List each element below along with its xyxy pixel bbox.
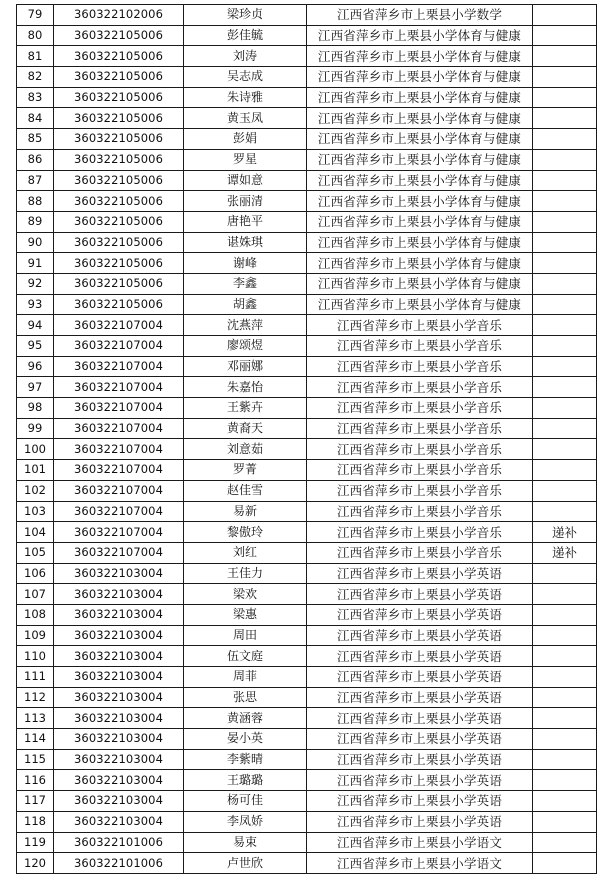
- row-number-cell: 110: [17, 646, 54, 667]
- remark-cell: [533, 294, 597, 315]
- position-code-cell: 360322103004: [54, 687, 184, 708]
- candidate-name-cell: 张思: [184, 687, 307, 708]
- table-row: [17, 604, 597, 625]
- position-title-cell: 江西省萍乡市上栗县小学音乐: [307, 377, 533, 398]
- candidate-name-cell: 沈燕萍: [184, 315, 307, 336]
- table-row: [17, 791, 597, 812]
- position-code-cell: 360322107004: [54, 501, 184, 522]
- row-number-cell: 85: [17, 129, 54, 150]
- row-number-cell: 99: [17, 418, 54, 439]
- row-number-cell: 100: [17, 439, 54, 460]
- table-row: [17, 418, 597, 439]
- position-title-cell: 江西省萍乡市上栗县小学英语: [307, 687, 533, 708]
- position-code-cell: 360322107004: [54, 356, 184, 377]
- candidate-name-cell: 李凤娇: [184, 811, 307, 832]
- row-number-cell: 103: [17, 501, 54, 522]
- position-title-cell: 江西省萍乡市上栗县小学音乐: [307, 480, 533, 501]
- position-title-cell: 江西省萍乡市上栗县小学体育与健康: [307, 273, 533, 294]
- table-row: [17, 563, 597, 584]
- position-title-cell: 江西省萍乡市上栗县小学英语: [307, 749, 533, 770]
- position-code-cell: 360322105006: [54, 25, 184, 46]
- table-row: [17, 460, 597, 481]
- position-code-cell: 360322105006: [54, 253, 184, 274]
- remark-cell: [533, 811, 597, 832]
- position-title-cell: 江西省萍乡市上栗县小学音乐: [307, 439, 533, 460]
- position-title-cell: 江西省萍乡市上栗县小学音乐: [307, 398, 533, 419]
- remark-cell: [533, 729, 597, 750]
- table-row: [17, 67, 597, 88]
- position-title-cell: 江西省萍乡市上栗县小学英语: [307, 563, 533, 584]
- candidate-name-cell: 王紫卉: [184, 398, 307, 419]
- candidate-name-cell: 廖颂煜: [184, 336, 307, 357]
- position-code-cell: 360322103004: [54, 770, 184, 791]
- candidate-name-cell: 黎傲玲: [184, 522, 307, 543]
- position-code-cell: 360322105006: [54, 149, 184, 170]
- candidate-name-cell: 谌姝琪: [184, 232, 307, 253]
- table-row: [17, 232, 597, 253]
- table-row: [17, 294, 597, 315]
- table-row: [17, 336, 597, 357]
- remark-cell: [533, 501, 597, 522]
- position-title-cell: 江西省萍乡市上栗县小学英语: [307, 729, 533, 750]
- position-code-cell: 360322103004: [54, 646, 184, 667]
- position-title-cell: 江西省萍乡市上栗县小学音乐: [307, 315, 533, 336]
- position-code-cell: 360322103004: [54, 563, 184, 584]
- candidate-name-cell: 吴志成: [184, 67, 307, 88]
- position-title-cell: 江西省萍乡市上栗县小学音乐: [307, 522, 533, 543]
- table-row: [17, 832, 597, 853]
- row-number-cell: 102: [17, 480, 54, 501]
- row-number-cell: 89: [17, 211, 54, 232]
- row-number-cell: 92: [17, 273, 54, 294]
- remark-cell: [533, 563, 597, 584]
- position-title-cell: 江西省萍乡市上栗县小学体育与健康: [307, 294, 533, 315]
- candidate-name-cell: 伍文庭: [184, 646, 307, 667]
- row-number-cell: 105: [17, 542, 54, 563]
- table-row: [17, 253, 597, 274]
- position-code-cell: 360322105006: [54, 108, 184, 129]
- remark-cell: [533, 356, 597, 377]
- row-number-cell: 94: [17, 315, 54, 336]
- table-row: [17, 87, 597, 108]
- position-code-cell: 360322103004: [54, 791, 184, 812]
- remark-cell: [533, 232, 597, 253]
- candidate-name-cell: 彭娟: [184, 129, 307, 150]
- table-row: [17, 377, 597, 398]
- table-row: [17, 584, 597, 605]
- candidate-name-cell: 邓丽娜: [184, 356, 307, 377]
- position-title-cell: 江西省萍乡市上栗县小学语文: [307, 832, 533, 853]
- table-row: [17, 708, 597, 729]
- candidate-name-cell: 朱诗雅: [184, 87, 307, 108]
- row-number-cell: 111: [17, 667, 54, 688]
- position-code-cell: 360322103004: [54, 708, 184, 729]
- remark-cell: [533, 149, 597, 170]
- table-row: [17, 625, 597, 646]
- row-number-cell: 117: [17, 791, 54, 812]
- position-title-cell: 江西省萍乡市上栗县小学英语: [307, 791, 533, 812]
- position-code-cell: 360322107004: [54, 377, 184, 398]
- position-title-cell: 江西省萍乡市上栗县小学体育与健康: [307, 211, 533, 232]
- row-number-cell: 97: [17, 377, 54, 398]
- position-title-cell: 江西省萍乡市上栗县小学英语: [307, 625, 533, 646]
- candidate-name-cell: 刘涛: [184, 46, 307, 67]
- candidate-name-cell: 朱嘉怡: [184, 377, 307, 398]
- candidate-name-cell: 易束: [184, 832, 307, 853]
- position-title-cell: 江西省萍乡市上栗县小学体育与健康: [307, 191, 533, 212]
- position-title-cell: 江西省萍乡市上栗县小学英语: [307, 584, 533, 605]
- table-row: [17, 646, 597, 667]
- remark-cell: [533, 67, 597, 88]
- remark-cell: [533, 791, 597, 812]
- row-number-cell: 119: [17, 832, 54, 853]
- remark-cell: [533, 460, 597, 481]
- row-number-cell: 79: [17, 5, 54, 26]
- remark-cell: [533, 377, 597, 398]
- table-row: [17, 273, 597, 294]
- remark-cell: [533, 129, 597, 150]
- position-title-cell: 江西省萍乡市上栗县小学体育与健康: [307, 232, 533, 253]
- remark-cell: [533, 5, 597, 26]
- remark-cell: [533, 708, 597, 729]
- table-row: [17, 439, 597, 460]
- position-title-cell: 江西省萍乡市上栗县小学体育与健康: [307, 149, 533, 170]
- position-title-cell: 江西省萍乡市上栗县小学英语: [307, 667, 533, 688]
- position-code-cell: 360322105006: [54, 67, 184, 88]
- table-row: [17, 853, 597, 874]
- table-row: [17, 542, 597, 563]
- candidate-name-cell: 王璐璐: [184, 770, 307, 791]
- row-number-cell: 98: [17, 398, 54, 419]
- position-code-cell: 360322105006: [54, 87, 184, 108]
- row-number-cell: 108: [17, 604, 54, 625]
- table-row: [17, 811, 597, 832]
- position-code-cell: 360322102006: [54, 5, 184, 26]
- position-code-cell: 360322103004: [54, 604, 184, 625]
- roster-table-body: [17, 5, 597, 874]
- remark-cell: [533, 191, 597, 212]
- remark-cell: [533, 418, 597, 439]
- position-code-cell: 360322105006: [54, 232, 184, 253]
- row-number-cell: 82: [17, 67, 54, 88]
- position-title-cell: 江西省萍乡市上栗县小学语文: [307, 853, 533, 874]
- candidate-name-cell: 胡鑫: [184, 294, 307, 315]
- remark-cell: [533, 439, 597, 460]
- row-number-cell: 107: [17, 584, 54, 605]
- position-code-cell: 360322107004: [54, 418, 184, 439]
- position-code-cell: 360322105006: [54, 46, 184, 67]
- remark-cell: [533, 625, 597, 646]
- remark-cell: [533, 584, 597, 605]
- candidate-name-cell: 易新: [184, 501, 307, 522]
- position-code-cell: 360322107004: [54, 542, 184, 563]
- remark-cell: [533, 87, 597, 108]
- position-code-cell: 360322103004: [54, 584, 184, 605]
- row-number-cell: 95: [17, 336, 54, 357]
- position-title-cell: 江西省萍乡市上栗县小学英语: [307, 770, 533, 791]
- table-row: [17, 729, 597, 750]
- row-number-cell: 113: [17, 708, 54, 729]
- position-code-cell: 360322107004: [54, 480, 184, 501]
- position-title-cell: 江西省萍乡市上栗县小学数学: [307, 5, 533, 26]
- position-code-cell: 360322105006: [54, 273, 184, 294]
- table-row: [17, 522, 597, 543]
- table-row: [17, 315, 597, 336]
- candidate-name-cell: 罗菁: [184, 460, 307, 481]
- row-number-cell: 91: [17, 253, 54, 274]
- table-row: [17, 108, 597, 129]
- remark-cell: [533, 273, 597, 294]
- table-row: [17, 25, 597, 46]
- row-number-cell: 104: [17, 522, 54, 543]
- remark-cell: [533, 749, 597, 770]
- position-code-cell: 360322103004: [54, 625, 184, 646]
- table-row: [17, 501, 597, 522]
- candidate-name-cell: 谢峰: [184, 253, 307, 274]
- position-code-cell: 360322107004: [54, 439, 184, 460]
- remark-cell: 递补: [533, 542, 597, 563]
- table-row: [17, 46, 597, 67]
- position-title-cell: 江西省萍乡市上栗县小学体育与健康: [307, 87, 533, 108]
- row-number-cell: 86: [17, 149, 54, 170]
- position-title-cell: 江西省萍乡市上栗县小学音乐: [307, 336, 533, 357]
- row-number-cell: 87: [17, 170, 54, 191]
- position-code-cell: 360322107004: [54, 398, 184, 419]
- remark-cell: [533, 646, 597, 667]
- position-code-cell: 360322101006: [54, 832, 184, 853]
- table-row: [17, 398, 597, 419]
- row-number-cell: 96: [17, 356, 54, 377]
- remark-cell: [533, 211, 597, 232]
- position-code-cell: 360322103004: [54, 749, 184, 770]
- position-title-cell: 江西省萍乡市上栗县小学英语: [307, 604, 533, 625]
- candidate-name-cell: 杨可佳: [184, 791, 307, 812]
- position-title-cell: 江西省萍乡市上栗县小学体育与健康: [307, 253, 533, 274]
- row-number-cell: 112: [17, 687, 54, 708]
- row-number-cell: 120: [17, 853, 54, 874]
- remark-cell: [533, 336, 597, 357]
- table-row: [17, 5, 597, 26]
- row-number-cell: 115: [17, 749, 54, 770]
- position-title-cell: 江西省萍乡市上栗县小学体育与健康: [307, 25, 533, 46]
- remark-cell: 递补: [533, 522, 597, 543]
- candidate-name-cell: 刘红: [184, 542, 307, 563]
- table-row: [17, 356, 597, 377]
- remark-cell: [533, 853, 597, 874]
- position-code-cell: 360322107004: [54, 315, 184, 336]
- candidate-name-cell: 刘意茹: [184, 439, 307, 460]
- table-row: [17, 687, 597, 708]
- remark-cell: [533, 667, 597, 688]
- position-title-cell: 江西省萍乡市上栗县小学音乐: [307, 356, 533, 377]
- candidate-name-cell: 李鑫: [184, 273, 307, 294]
- candidate-name-cell: 赵佳雪: [184, 480, 307, 501]
- position-code-cell: 360322105006: [54, 211, 184, 232]
- position-code-cell: 360322103004: [54, 811, 184, 832]
- remark-cell: [533, 480, 597, 501]
- position-code-cell: 360322105006: [54, 170, 184, 191]
- remark-cell: [533, 604, 597, 625]
- table-row: [17, 667, 597, 688]
- roster-table: [16, 4, 597, 874]
- position-code-cell: 360322103004: [54, 729, 184, 750]
- table-row: [17, 149, 597, 170]
- position-title-cell: 江西省萍乡市上栗县小学体育与健康: [307, 108, 533, 129]
- candidate-name-cell: 梁惠: [184, 604, 307, 625]
- candidate-name-cell: 罗星: [184, 149, 307, 170]
- remark-cell: [533, 770, 597, 791]
- row-number-cell: 84: [17, 108, 54, 129]
- position-title-cell: 江西省萍乡市上栗县小学体育与健康: [307, 170, 533, 191]
- candidate-name-cell: 周菲: [184, 667, 307, 688]
- row-number-cell: 116: [17, 770, 54, 791]
- remark-cell: [533, 253, 597, 274]
- row-number-cell: 80: [17, 25, 54, 46]
- candidate-name-cell: 梁欢: [184, 584, 307, 605]
- row-number-cell: 109: [17, 625, 54, 646]
- remark-cell: [533, 108, 597, 129]
- position-code-cell: 360322101006: [54, 853, 184, 874]
- row-number-cell: 101: [17, 460, 54, 481]
- remark-cell: [533, 398, 597, 419]
- position-title-cell: 江西省萍乡市上栗县小学体育与健康: [307, 67, 533, 88]
- candidate-name-cell: 唐艳平: [184, 211, 307, 232]
- position-code-cell: 360322105006: [54, 191, 184, 212]
- row-number-cell: 81: [17, 46, 54, 67]
- remark-cell: [533, 832, 597, 853]
- position-title-cell: 江西省萍乡市上栗县小学音乐: [307, 460, 533, 481]
- position-code-cell: 360322107004: [54, 336, 184, 357]
- position-title-cell: 江西省萍乡市上栗县小学英语: [307, 646, 533, 667]
- table-row: [17, 480, 597, 501]
- candidate-name-cell: 彭佳毓: [184, 25, 307, 46]
- table-row: [17, 170, 597, 191]
- row-number-cell: 90: [17, 232, 54, 253]
- table-row: [17, 129, 597, 150]
- remark-cell: [533, 315, 597, 336]
- position-title-cell: 江西省萍乡市上栗县小学体育与健康: [307, 46, 533, 67]
- candidate-name-cell: 周田: [184, 625, 307, 646]
- position-code-cell: 360322105006: [54, 129, 184, 150]
- candidate-name-cell: 黄裔天: [184, 418, 307, 439]
- candidate-name-cell: 晏小英: [184, 729, 307, 750]
- row-number-cell: 114: [17, 729, 54, 750]
- position-title-cell: 江西省萍乡市上栗县小学体育与健康: [307, 129, 533, 150]
- position-code-cell: 360322103004: [54, 667, 184, 688]
- position-title-cell: 江西省萍乡市上栗县小学音乐: [307, 501, 533, 522]
- row-number-cell: 93: [17, 294, 54, 315]
- table-row: [17, 211, 597, 232]
- candidate-name-cell: 李紫晴: [184, 749, 307, 770]
- position-code-cell: 360322107004: [54, 460, 184, 481]
- row-number-cell: 88: [17, 191, 54, 212]
- position-code-cell: 360322105006: [54, 294, 184, 315]
- remark-cell: [533, 25, 597, 46]
- candidate-name-cell: 黄玉凤: [184, 108, 307, 129]
- remark-cell: [533, 170, 597, 191]
- position-code-cell: 360322107004: [54, 522, 184, 543]
- candidate-name-cell: 黄涵蓉: [184, 708, 307, 729]
- table-row: [17, 191, 597, 212]
- position-title-cell: 江西省萍乡市上栗县小学英语: [307, 811, 533, 832]
- candidate-name-cell: 张丽清: [184, 191, 307, 212]
- candidate-name-cell: 王佳力: [184, 563, 307, 584]
- table-row: [17, 770, 597, 791]
- remark-cell: [533, 46, 597, 67]
- table-row: [17, 749, 597, 770]
- row-number-cell: 106: [17, 563, 54, 584]
- position-title-cell: 江西省萍乡市上栗县小学音乐: [307, 542, 533, 563]
- remark-cell: [533, 687, 597, 708]
- position-title-cell: 江西省萍乡市上栗县小学音乐: [307, 418, 533, 439]
- candidate-name-cell: 卢世欣: [184, 853, 307, 874]
- row-number-cell: 83: [17, 87, 54, 108]
- position-title-cell: 江西省萍乡市上栗县小学英语: [307, 708, 533, 729]
- candidate-name-cell: 谭如意: [184, 170, 307, 191]
- row-number-cell: 118: [17, 811, 54, 832]
- candidate-name-cell: 梁珍贞: [184, 5, 307, 26]
